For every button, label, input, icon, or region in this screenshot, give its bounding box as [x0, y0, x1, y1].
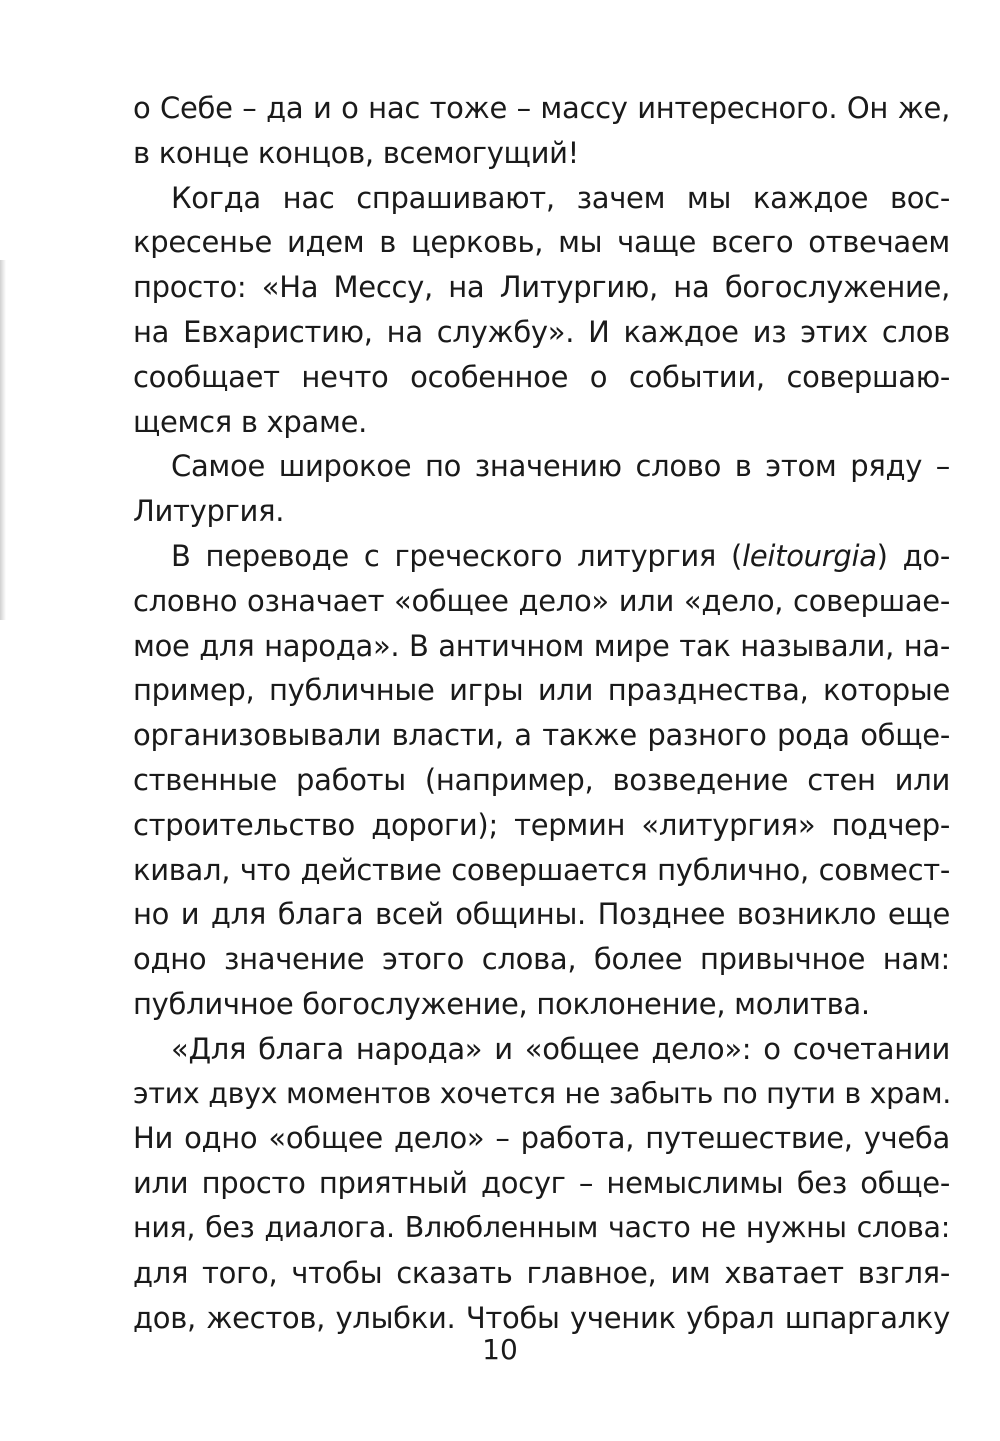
- text-line: одно значение этого слова, более привычное нам:: [133, 942, 950, 977]
- text-line: организовывали власти, а также разного рода обще-: [133, 718, 950, 753]
- text-line: просто: «На Мессу, на Литургию, на богослужение,: [133, 270, 950, 305]
- body-text: [133, 86, 950, 1340]
- text-line: публичное богослужение, поклонение, молитва.: [133, 986, 870, 1021]
- text-line: пример, публичные игры или празднества, которые: [133, 673, 950, 708]
- text-line: в конце концов, всемогущий!: [133, 135, 579, 170]
- text-line: Самое широкое по значению слово в этом ряду –: [171, 449, 950, 484]
- text-line: Когда нас спрашивают, зачем мы каждое вос-: [171, 180, 950, 215]
- text-line: сообщает нечто особенное о событии, совершаю-: [133, 359, 950, 394]
- text-line: Литургия.: [133, 494, 285, 529]
- text-line: или просто приятный досуг – немыслимы без обще-: [133, 1166, 950, 1201]
- text-line: строительство дороги); термин «литургия» подчер-: [133, 807, 950, 842]
- text-line: но и для блага всей общины. Позднее возникло еще: [133, 897, 950, 932]
- text-line: дов, жестов, улыбки. Чтобы ученик убрал шпаргалку: [133, 1300, 950, 1335]
- text-line: кресенье идем в церковь, мы чаще всего отвечаем: [133, 225, 950, 260]
- page-number: 10: [482, 1333, 518, 1366]
- text-line: на Евхаристию, на службу». И каждое из этих слов: [133, 314, 950, 349]
- text-line: для того, чтобы сказать главное, им хватает взгля-: [133, 1255, 950, 1290]
- text-line: мое для народа». В античном мире так называли, на-: [133, 628, 950, 663]
- text-line: ственные работы (например, возведение стен или: [133, 762, 950, 797]
- text-line: словно означает «общее дело» или «дело, совершае-: [133, 583, 950, 618]
- text-line: этих двух моментов хочется не забыть по пути в храм.: [133, 1076, 952, 1110]
- text-line: о Себе – да и о нас тоже – массу интересного. Он же,: [133, 91, 950, 125]
- text-line: ния, без диалога. Влюбленным часто не нужны слова:: [133, 1210, 950, 1244]
- text-line: кивал, что действие совершается публично, совмест-: [133, 852, 950, 887]
- page-edge-shadow: [0, 260, 6, 620]
- italic-term: leitourgia: [742, 538, 877, 573]
- text-line: «Для блага народа» и «общее дело»: о сочетании: [171, 1031, 950, 1066]
- text-line: щемся в храме.: [133, 404, 368, 439]
- text-line: В переводе с греческого литургия (leitourgia) до-: [171, 538, 951, 573]
- text-line: Ни одно «общее дело» – работа, путешествие, учеба: [133, 1121, 950, 1156]
